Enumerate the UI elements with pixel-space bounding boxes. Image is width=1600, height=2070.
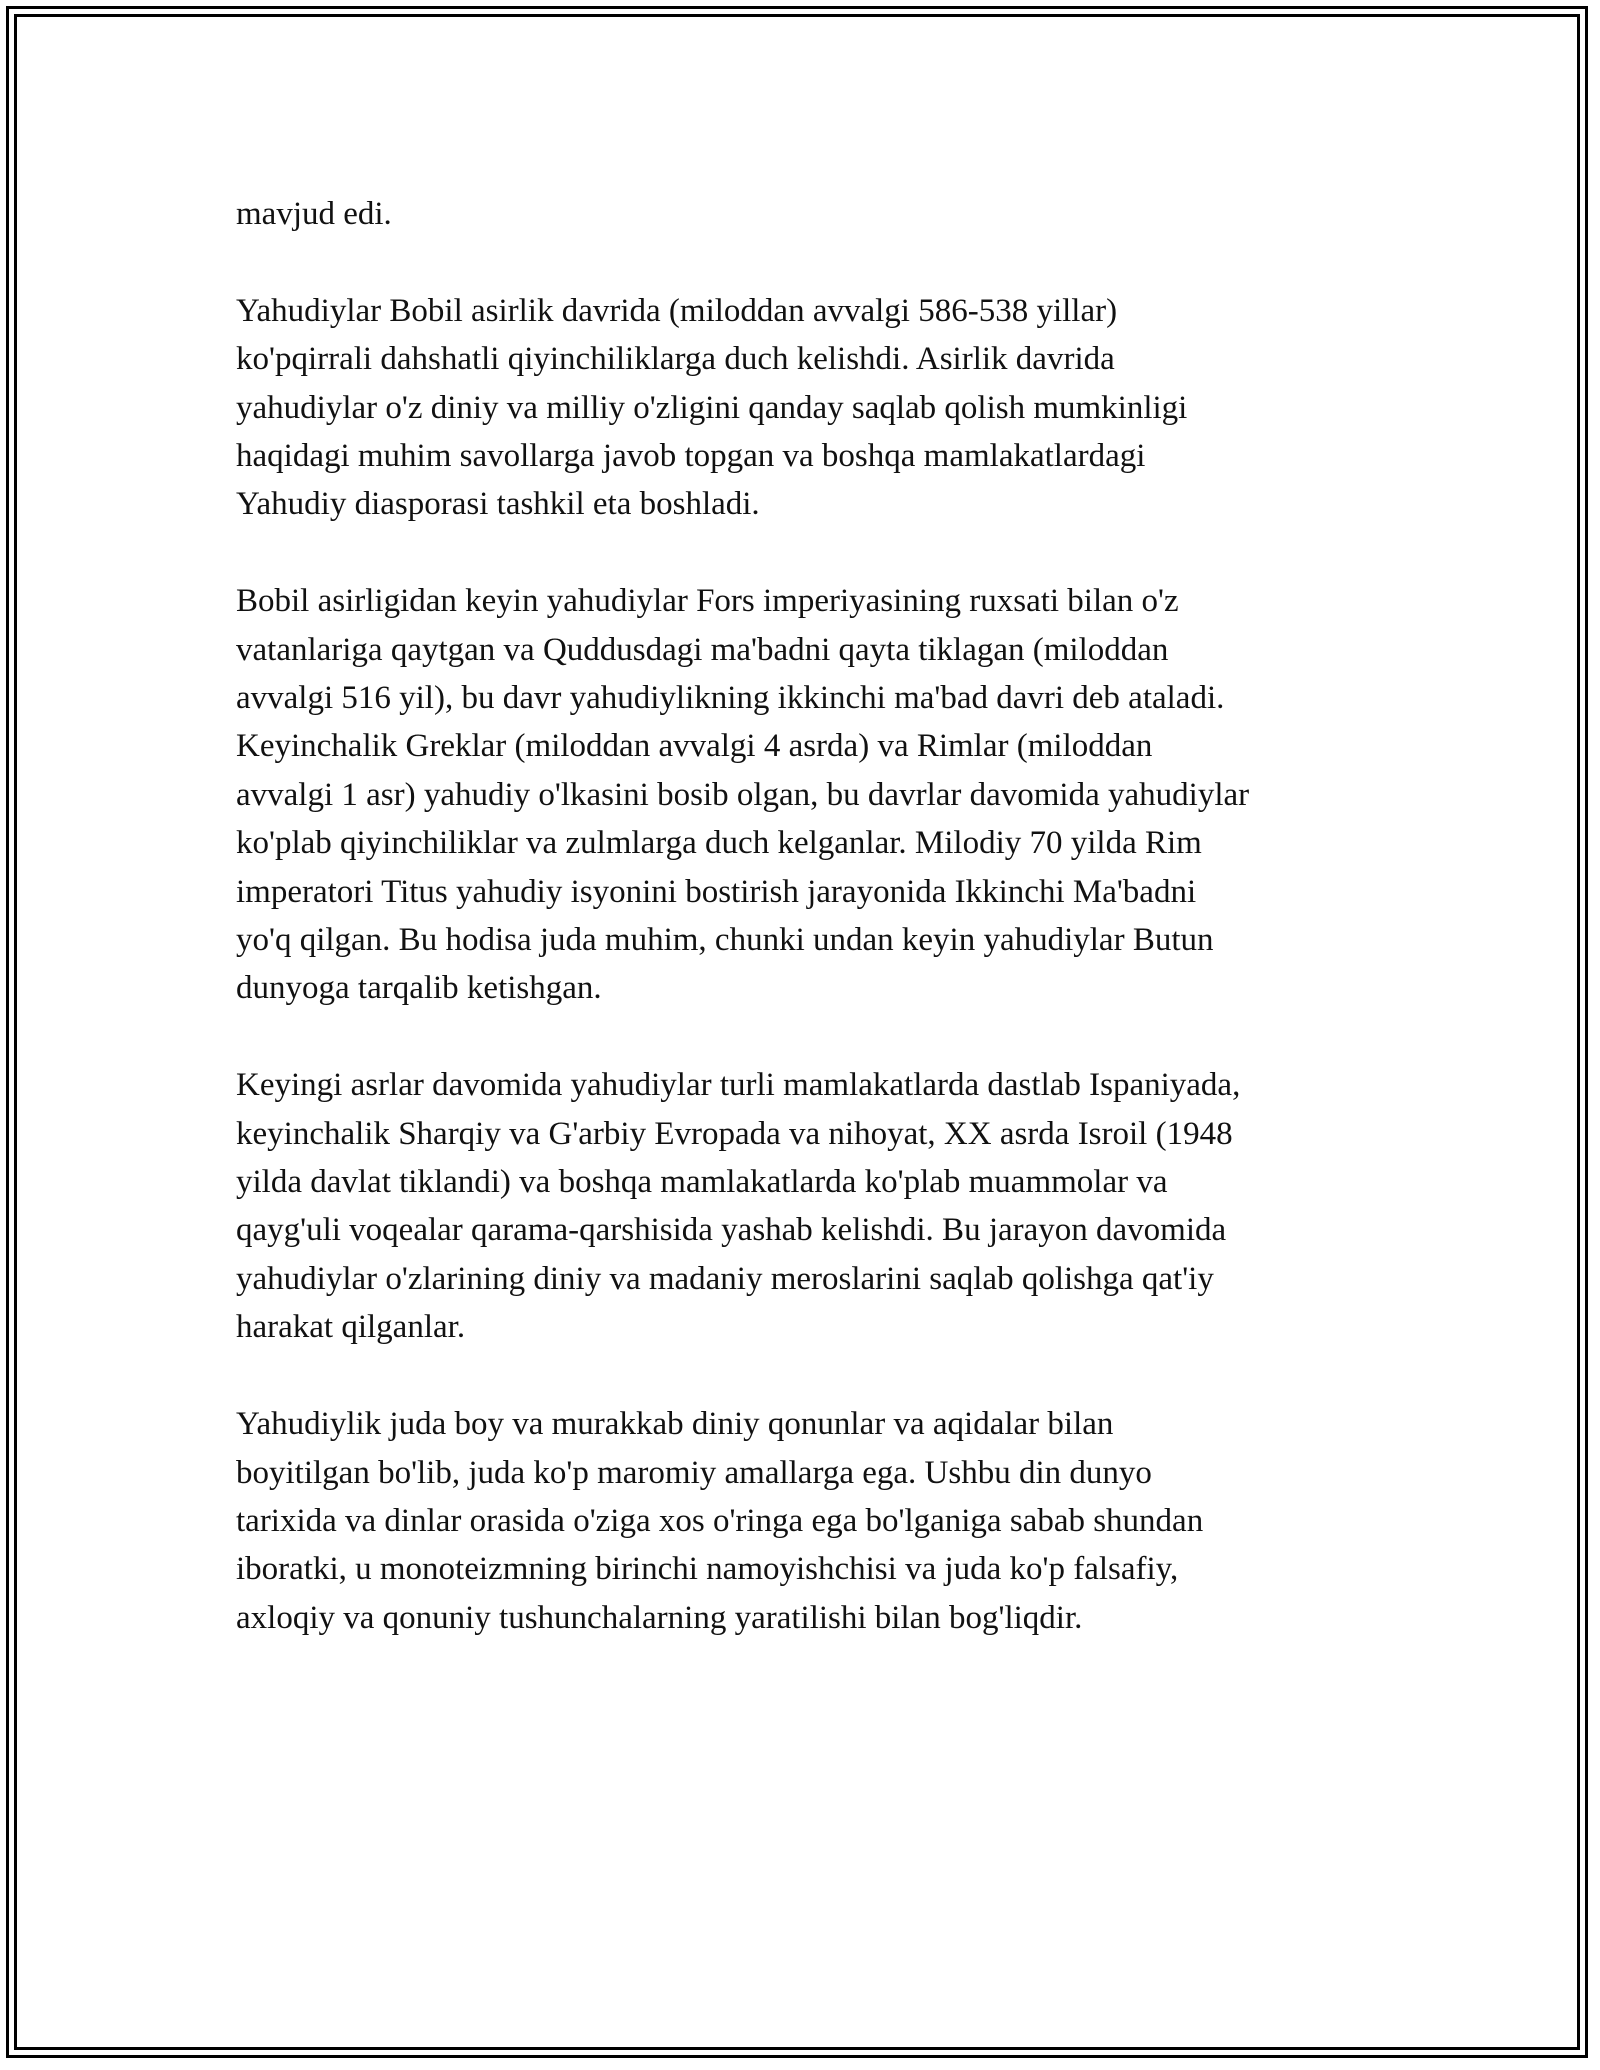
paragraph: Yahudiylar Bobil asirlik davrida (miloddan avvalgi 586-538 yillar) ko'pqirrali dahshatli qiyinchiliklarga duch kelishdi. Asirlik davrida yahudiylar o'z diniy va milliy o'zligini qanday saqlab qolish mumkinligi haqidagi muhim savollarga javob topgan va boshqa mamlakatlardagi Yahudiy diasporasi tashkil eta boshladi. (236, 292, 1188, 523)
paragraph: mavjud edi. (236, 196, 392, 232)
paragraph: Bobil asirligidan keyin yahudiylar Fors imperiyasining ruxsati bilan o'z vatanlariga qaytgan va Quddusdagi ma'badni qayta tiklagan (miloddan avvalgi 516 yil), bu davr yahudiylikning ikkinchi ma'bad davri deb ataladi. Keyinchalik Greklar (miloddan avvalgi 4 asrda) va Rimlar (miloddan avvalgi 1 asr) yahudiy o'lkasini bosib olgan, bu davrlar davomida yahudiylar ko'plab qiyinchiliklar va zulmlarga duch kelganlar. Milodiy 70 yilda Rim imperatori Titus yahudiy isyonini bostirish jarayonida Ikkinchi Ma'badni yo'q qilgan. Bu hodisa juda muhim, chunki undan keyin yahudiylar Butun dunyoga tarqalib ketishgan. (236, 583, 1250, 1007)
document-body (236, 190, 1386, 1691)
paragraph: Yahudiylik juda boy va murakkab diniy qonunlar va aqidalar bilan boyitilgan bo'lib, juda ko'p maromiy amallarga ega. Ushbu din dunyo tarixida va dinlar orasida o'ziga xos o'ringa ega bo'lganiga sabab shundan iboratki, u monoteizmning birinchi namoyishchisi va juda ko'p falsafiy, axloqiy va qonuniy tushunchalarning yaratilishi bilan bog'liqdir. (236, 1406, 1204, 1636)
paragraph: Keyingi asrlar davomida yahudiylar turli mamlakatlarda dastlab Ispaniyada, keyinchalik Sharqiy va G'arbiy Evropada va nihoyat, XX asrda Isroil (1948 yilda davlat tiklandi) va boshqa mamlakatlarda ko'plab muammolar va qayg'uli voqealar qarama-qarshisida yashab kelishdi. Bu jarayon davomida yahudiylar o'zlarining diniy va madaniy meroslarini saqlab qolishga qat'iy harakat qilganlar. (236, 1067, 1241, 1346)
